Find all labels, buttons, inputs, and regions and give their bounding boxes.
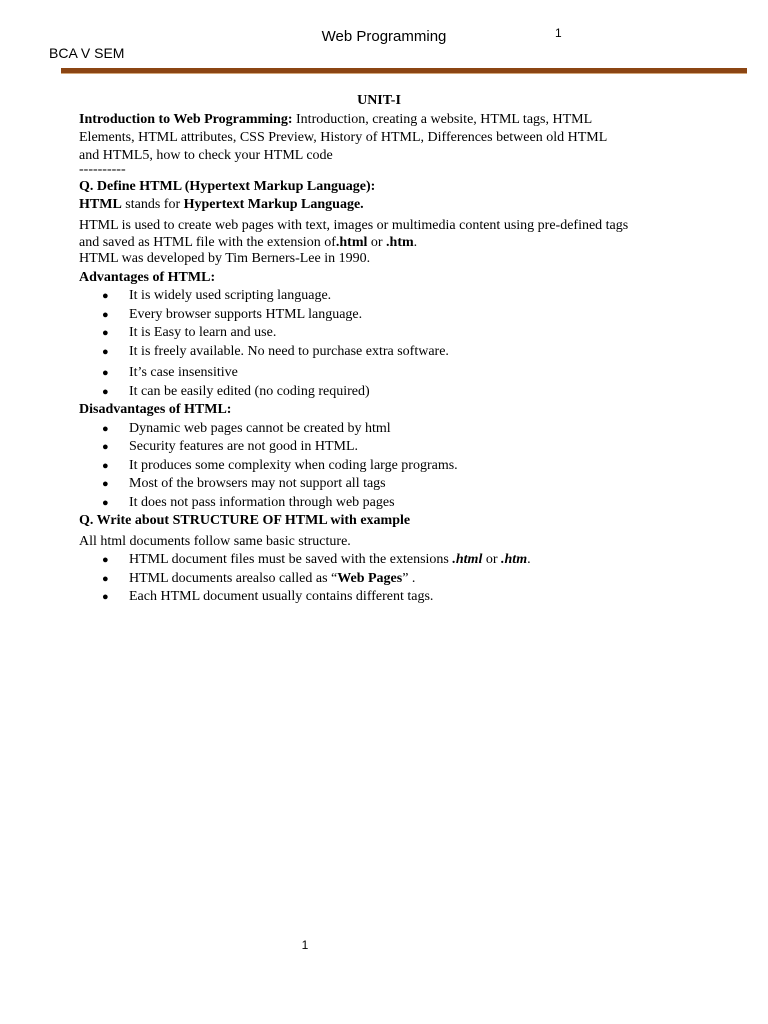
structure-list xyxy=(79,551,679,607)
footer-page-number: 1 xyxy=(301,938,309,952)
intro-paragraph xyxy=(79,111,679,176)
disadvantages-list xyxy=(79,420,679,513)
stands-for-text: stands for xyxy=(121,197,184,212)
used-text: and saved as HTML file with the extension of xyxy=(79,235,336,250)
disadvantage-item: ● Security features are not good in HTML. xyxy=(79,438,679,457)
ext-html: .html xyxy=(335,235,368,250)
ext-htm: .htm xyxy=(501,552,528,567)
closing-quote: ” . xyxy=(402,570,416,586)
advantage-item: ● It is Easy to learn and use. xyxy=(79,324,679,343)
advantage-item: ● It is freely available. No need to purchase extra software. xyxy=(79,343,679,362)
structure-item xyxy=(79,570,679,589)
header-course: BCA V SEM xyxy=(49,45,125,61)
header-divider xyxy=(61,68,747,74)
disadvantage-item: ● Most of the browsers may not support all tags xyxy=(79,475,679,494)
html-stands-for xyxy=(79,196,679,215)
structure-intro: All html documents follow same basic structure. xyxy=(79,533,351,549)
html-expansion: Hypertext Markup Language. xyxy=(183,197,364,212)
or-text: or xyxy=(482,552,502,567)
advantage-item: ● It can be easily edited (no coding required) xyxy=(79,383,679,402)
ext-html: .html xyxy=(452,552,483,567)
advantages-heading: Advantages of HTML: xyxy=(79,269,216,285)
header-title: Web Programming xyxy=(321,28,447,45)
html-abbr: HTML xyxy=(79,197,122,212)
document-body xyxy=(79,92,679,607)
intro-line-1 xyxy=(79,111,679,130)
disadvantages-heading: Disadvantages of HTML: xyxy=(79,402,232,417)
period: . xyxy=(413,235,418,250)
intro-dashes: ---------- xyxy=(79,161,126,177)
period: . xyxy=(527,552,531,567)
structure-text: HTML document files must be saved with the extensions xyxy=(129,552,453,567)
disadvantage-item: ● It does not pass information through web pages xyxy=(79,494,679,513)
advantage-item: ● It’s case insensitive xyxy=(79,364,679,383)
structure-item xyxy=(79,551,679,570)
disadvantage-item: ● Dynamic web pages cannot be created by html xyxy=(79,420,679,439)
disadvantage-item: ● It produces some complexity when coding large programs. xyxy=(79,457,679,476)
structure-text: HTML documents arealso called as “ xyxy=(129,570,338,586)
intro-label: Introduction to Web Programming: xyxy=(79,111,293,127)
html-used-line-2 xyxy=(79,235,679,250)
or-text: or xyxy=(367,235,387,250)
web-pages-term: Web Pages xyxy=(337,570,403,586)
ext-htm: .htm xyxy=(386,235,414,250)
advantage-item: ● It is widely used scripting language. xyxy=(79,287,679,306)
intro-text-1: Introduction, creating a website, HTML tags, HTML xyxy=(292,111,593,127)
structure-item: ● Each HTML document usually contains different tags. xyxy=(79,588,679,607)
question-define-html: Q. Define HTML (Hypertext Markup Language): xyxy=(79,178,376,194)
question-structure: Q. Write about STRUCTURE OF HTML with example xyxy=(79,513,411,528)
html-used-line-1: HTML is used to create web pages with text, images or multimedia content using pre-defined tags xyxy=(79,217,629,233)
intro-line-3: and HTML5, how to check your HTML code xyxy=(79,147,333,163)
unit-heading: UNIT-I xyxy=(357,93,401,108)
advantages-list xyxy=(79,287,679,401)
intro-line-2: Elements, HTML attributes, CSS Preview, History of HTML, Differences between old HTML xyxy=(79,130,608,145)
advantage-item: ● Every browser supports HTML language. xyxy=(79,306,679,325)
header-page-number: 1 xyxy=(555,26,562,40)
html-developed: HTML was developed by Tim Berners-Lee in 1990. xyxy=(79,251,371,266)
